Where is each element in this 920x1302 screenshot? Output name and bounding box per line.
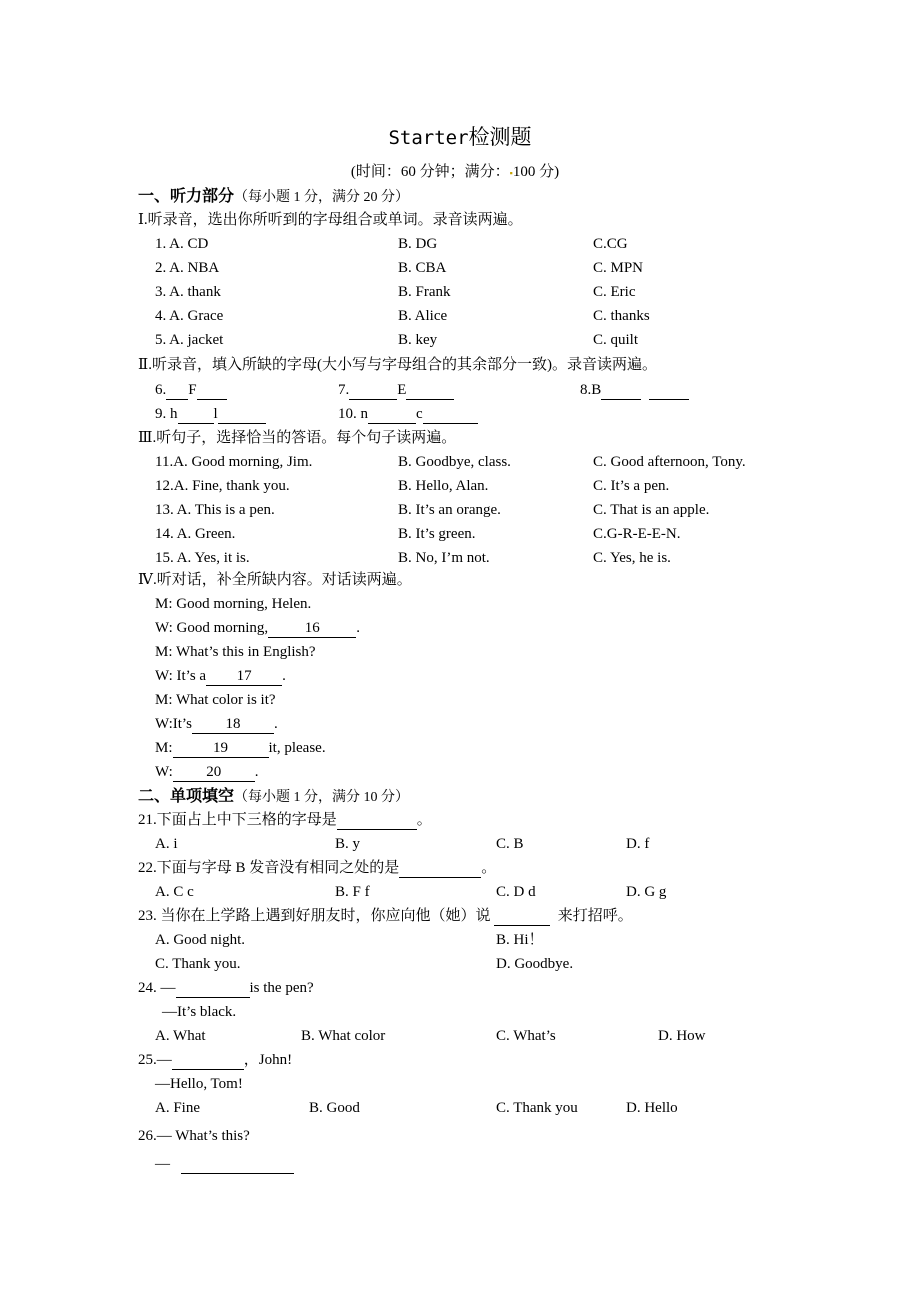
q3-b: B. Frank <box>398 284 451 300</box>
q22-option-d: D. G g <box>626 884 667 900</box>
title-cn: 检测题 <box>468 125 532 149</box>
q8: 8.B <box>580 380 689 400</box>
q24-option-d: D. How <box>658 1028 706 1044</box>
q23-option-d: D. Goodbye. <box>496 956 574 972</box>
q11-c: C. Good afternoon, Tony. <box>593 454 746 470</box>
q13-c: C. That is an apple. <box>593 502 710 518</box>
q5-c: C. quilt <box>593 332 639 348</box>
q9: 9. h l <box>155 404 266 424</box>
q24-option-b: B. What color <box>301 1028 386 1044</box>
q11-a: 11.A. Good morning, Jim. <box>155 454 313 470</box>
q23-option-a: A. Good night. <box>155 932 245 948</box>
q4-b: B. Alice <box>398 308 448 324</box>
q23-option-b: B. Hi！ <box>496 932 544 948</box>
q1-b: B. DG <box>398 236 438 252</box>
dialog-line-6: W:It’s 18 . <box>155 716 278 732</box>
q4-a: 4. A. Grace <box>155 308 224 324</box>
dialog-line-8: W: 20 . <box>155 764 259 780</box>
q13-a: 13. A. This is a pen. <box>155 502 275 518</box>
q10: 10. n c <box>338 404 478 424</box>
q1-a: 1. A. CD <box>155 236 209 252</box>
q14-a: 14. A. Green. <box>155 526 236 542</box>
q26-reply: — <box>155 1154 294 1174</box>
q26-stem: 26.— What’s this? <box>138 1128 250 1144</box>
part2-instruction: Ⅱ.听录音，填入所缺的字母(大小写与字母组合的其余部分一致)。录音读两遍。 <box>138 357 657 373</box>
q2-c: C. MPN <box>593 260 644 276</box>
q4-c: C. thanks <box>593 308 650 324</box>
q21-stem: 21.下面占上中下三格的字母是 。 <box>138 812 432 828</box>
q21-option-d: D. f <box>626 836 650 852</box>
section2-heading: 二、单项填空（每小题 1 分，满分 10 分） <box>138 786 410 805</box>
q25-option-a: A. Fine <box>155 1100 200 1116</box>
q6: 6. F <box>155 380 227 400</box>
q23-stem: 23. 当你在上学路上遇到好朋友时，你应向他（她）说 来打招呼。 <box>138 908 633 924</box>
q15-c: C. Yes, he is. <box>593 550 671 566</box>
q5-b: B. key <box>398 332 438 348</box>
section1-heading: 一、听力部分（每小题 1 分，满分 20 分） <box>138 186 410 205</box>
q24-reply: —It’s black. <box>162 1004 237 1020</box>
q12-c: C. It’s a pen. <box>593 478 670 494</box>
q21-option-c: C. B <box>496 836 524 852</box>
q22-stem: 22.下面与字母 B 发音没有相同之处的是 。 <box>138 860 497 876</box>
q2-a: 2. A. NBA <box>155 260 220 276</box>
dialog-line-7: M: 19 it, please. <box>155 740 326 756</box>
q12-a: 12.A. Fine, thank you. <box>155 478 290 494</box>
q22-option-b: B. F f <box>335 884 370 900</box>
dialog-line-2: W: Good morning, 16 . <box>155 620 360 636</box>
title-en: Starter <box>388 127 469 149</box>
part1-instruction: Ⅰ.听录音，选出你所听到的字母组合或单词。录音读两遍。 <box>138 212 523 228</box>
q21-option-a: A. i <box>155 836 178 852</box>
q7: 7. E <box>338 380 454 400</box>
part4-instruction: Ⅳ.听对话，补全所缺内容。对话读两遍。 <box>138 572 412 588</box>
q3-c: C. Eric <box>593 284 636 300</box>
q25-stem: 25.— ，John! <box>138 1052 293 1068</box>
q23-option-c: C. Thank you. <box>155 956 241 972</box>
q24-option-a: A. What <box>155 1028 206 1044</box>
q22-option-c: C. D d <box>496 884 536 900</box>
dot-mark: ▪ <box>509 168 513 178</box>
q24-option-c: C. What’s <box>496 1028 556 1044</box>
q15-a: 15. A. Yes, it is. <box>155 550 250 566</box>
q25-option-b: B. Good <box>309 1100 360 1116</box>
q14-b: B. It’s green. <box>398 526 476 542</box>
q14-c: C.G-R-E-E-N. <box>593 526 681 542</box>
q13-b: B. It’s an orange. <box>398 502 501 518</box>
q11-b: B. Goodbye, class. <box>398 454 511 470</box>
dialog-line-4: W: It’s a 17 . <box>155 668 286 684</box>
q5-a: 5. A. jacket <box>155 332 224 348</box>
q2-b: B. CBA <box>398 260 447 276</box>
page-title <box>0 124 920 151</box>
q22-option-a: A. C c <box>155 884 194 900</box>
dialog-line-5: M: What color is it? <box>155 692 276 708</box>
q1-c: C.CG <box>593 236 628 252</box>
dialog-line-1: M: Good morning, Helen. <box>155 596 312 612</box>
q12-b: B. Hello, Alan. <box>398 478 489 494</box>
q25-reply: —Hello, Tom! <box>155 1076 243 1092</box>
q3-a: 3. A. thank <box>155 284 221 300</box>
q24-stem: 24. — is the pen? <box>138 980 314 996</box>
subtitle: (时间：60 分钟；满分：▪100 分) <box>350 164 560 180</box>
dialog-line-3: M: What’s this in English? <box>155 644 316 660</box>
q21-option-b: B. y <box>335 836 361 852</box>
q25-option-d: D. Hello <box>626 1100 678 1116</box>
q15-b: B. No, I’m not. <box>398 550 490 566</box>
part3-instruction: Ⅲ.听句子，选择恰当的答语。每个句子读两遍。 <box>138 430 457 446</box>
q25-option-c: C. Thank you <box>496 1100 578 1116</box>
